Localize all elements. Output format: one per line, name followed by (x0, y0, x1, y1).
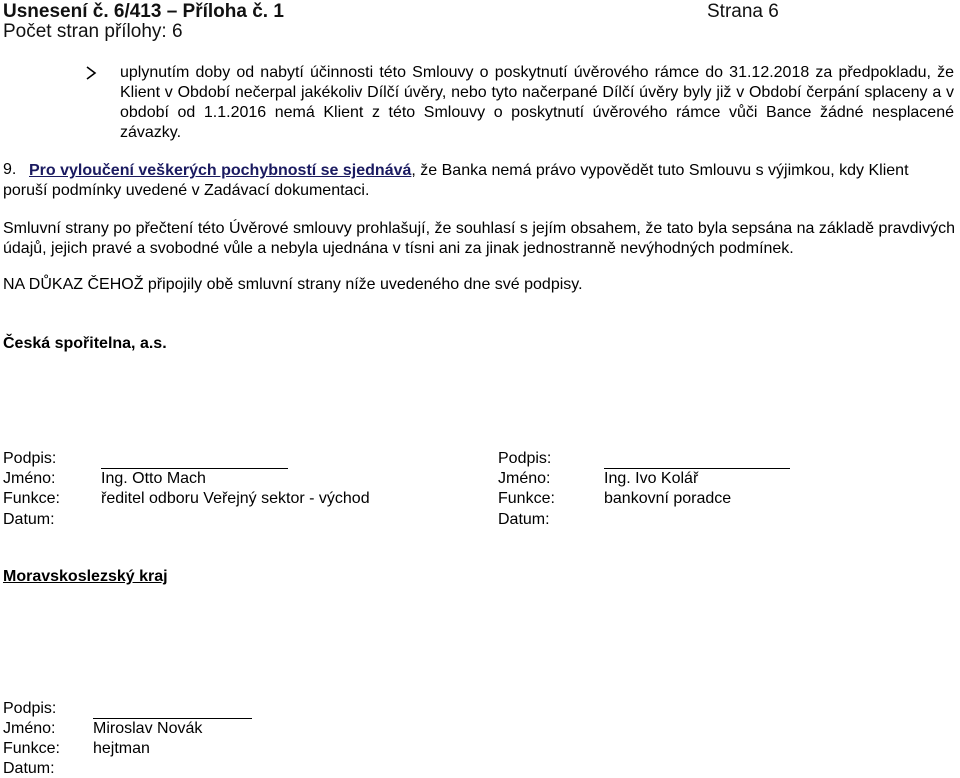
bullet-text: uplynutím doby od nabytí účinnosti této Smlouvy o poskytnutí úvěrového rámce do 31.12.2018 za předpokladu, že Klient v Období nečerpal jakékoliv Dílčí úvěry, nebo tyto načerpané Dílčí úvěry byly již v Období čerpání splaceny a v období od 1.1.2016 nemá Klient z této Smlouvy o poskytnutí úvěrového rámce vůči Bance žádné nesplacené závazky. (120, 64, 954, 141)
party1-function-label-2: Funkce: (498, 490, 555, 507)
party2-signer-function: hejtman (93, 740, 150, 757)
party1-name-label-1: Jméno: (3, 470, 56, 487)
signature-line-3 (93, 718, 252, 719)
signature-line-2 (604, 468, 790, 469)
item-9-rest: , že Banka nemá právo vypovědět tuto Smlouvu s výjimkou, kdy Klient poruší podmínky uvedené v Zadávací dokumentaci. (3, 162, 909, 199)
party1-signature-label-1: Podpis: (3, 450, 57, 467)
page-number: Strana 6 (707, 1, 779, 22)
party2-name: Moravskoslezský kraj (3, 568, 168, 585)
party2-name-label: Jméno: (3, 720, 56, 737)
party1-function-label-1: Funkce: (3, 490, 60, 507)
item-9-text (3, 161, 955, 201)
signer2-function: bankovní poradce (604, 490, 732, 507)
signer1-name: Ing. Otto Mach (101, 470, 206, 487)
document-title: Usnesení č. 6/413 – Příloha č. 1 (3, 1, 284, 22)
party1-name-label-2: Jméno: (498, 470, 551, 487)
arrow-right-icon (85, 66, 97, 85)
signer1-function: ředitel odboru Veřejný sektor - východ (101, 490, 370, 507)
party1-name: Česká spořitelna, a.s. (3, 335, 167, 352)
party2-function-label: Funkce: (3, 740, 60, 757)
attachment-page-count: Počet stran přílohy: 6 (3, 21, 183, 42)
party1-date-label-1: Datum: (3, 511, 55, 528)
party2-signature-label: Podpis: (3, 700, 57, 717)
signature-line-1 (101, 468, 288, 469)
party2-signer-name: Miroslav Novák (93, 720, 203, 737)
party1-date-label-2: Datum: (498, 511, 550, 528)
item-number: 9. (3, 161, 17, 178)
item-9-emphasis: Pro vyloučení veškerých pochybností se sjednává (29, 162, 412, 179)
party2-date-label: Datum: (3, 760, 55, 777)
signer2-name: Ing. Ivo Kolář (604, 470, 699, 487)
witness-text: NA DŮKAZ ČEHOŽ připojily obě smluvní strany níže uvedeného dne své podpisy. (3, 276, 583, 293)
declaration-text: Smluvní strany po přečtení této Úvěrové smlouvy prohlašují, že souhlasí s jejím obsahem, že tato byla sepsána na základě pravdivých údajů, jejich pravé a svobodné vůle a nebyla ujednána v tísni ani za jinak jednostranně nevýhodných podmínek. (3, 220, 955, 257)
party1-signature-label-2: Podpis: (498, 450, 552, 467)
